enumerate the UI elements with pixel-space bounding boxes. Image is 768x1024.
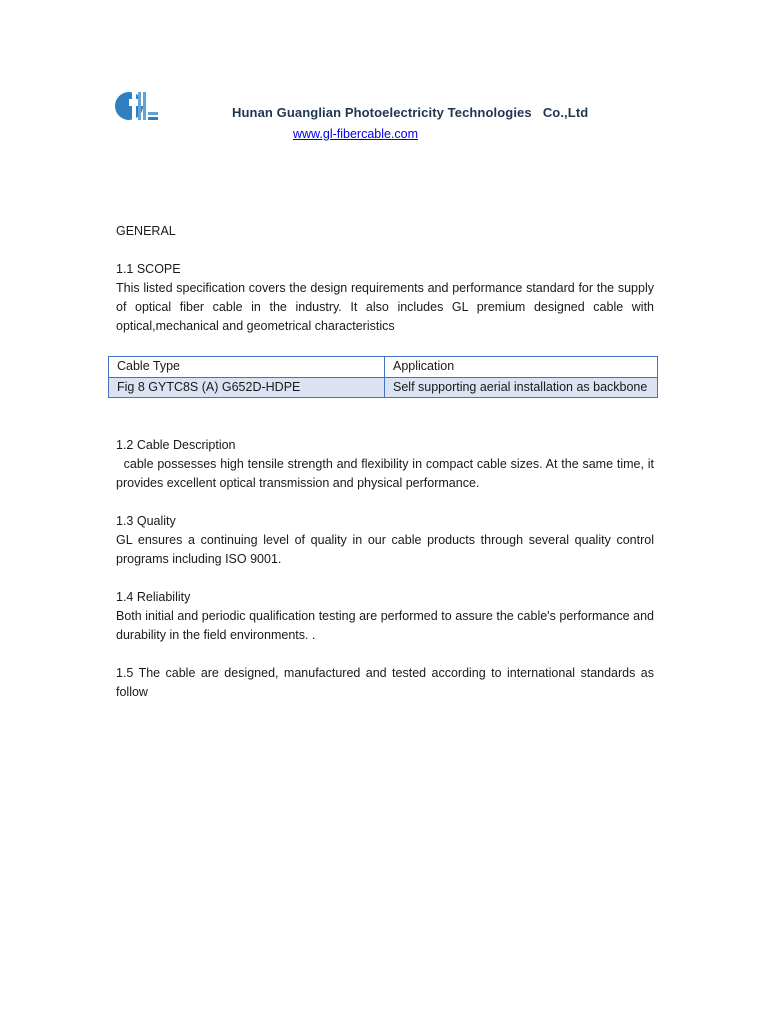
cable-table (108, 356, 658, 398)
cell-application: Self supporting aerial installation as backbone (385, 378, 658, 398)
quality-text: GL ensures a continuing level of quality in our cable products through several quality control programs including ISO 9001. (116, 533, 654, 566)
quality-heading: 1.3 Quality (116, 514, 176, 528)
header-application: Application (385, 357, 658, 378)
description-heading: 1.2 Cable Description (116, 438, 236, 452)
general-heading: GENERAL (116, 224, 176, 238)
scope-text: This listed specification covers the design requirements and performance standard for the supply of optical fiber cable in the industry. It also includes GL premium designed cable with optical,mechanical and geometrical characteristics (116, 281, 654, 333)
company-name: Hunan Guanglian Photoelectricity Technologies Co.,Ltd (232, 105, 589, 120)
table-row (109, 378, 658, 398)
standards-text: 1.5 The cable are designed, manufactured and tested according to international standards as follow (116, 666, 654, 699)
gl-logo-icon (114, 90, 160, 122)
cell-cable-type: Fig 8 GYTC8S (A) G652D-HDPE (109, 378, 385, 398)
document-body (116, 222, 658, 702)
description-text: cable possesses high tensile strength and flexibility in compact cable sizes. At the same time, it provides excellent optical transmission and physical performance. (116, 457, 658, 490)
scope-heading: 1.1 SCOPE (116, 262, 181, 276)
reliability-heading: 1.4 Reliability (116, 590, 191, 604)
header-cable-type: Cable Type (109, 357, 385, 378)
reliability-text: Both initial and periodic qualification testing are performed to assure the cable's performance and durability in the field environments. . (116, 609, 654, 642)
website-link[interactable]: www.gl-fibercable.com (293, 127, 419, 141)
table-header-row (109, 357, 658, 378)
